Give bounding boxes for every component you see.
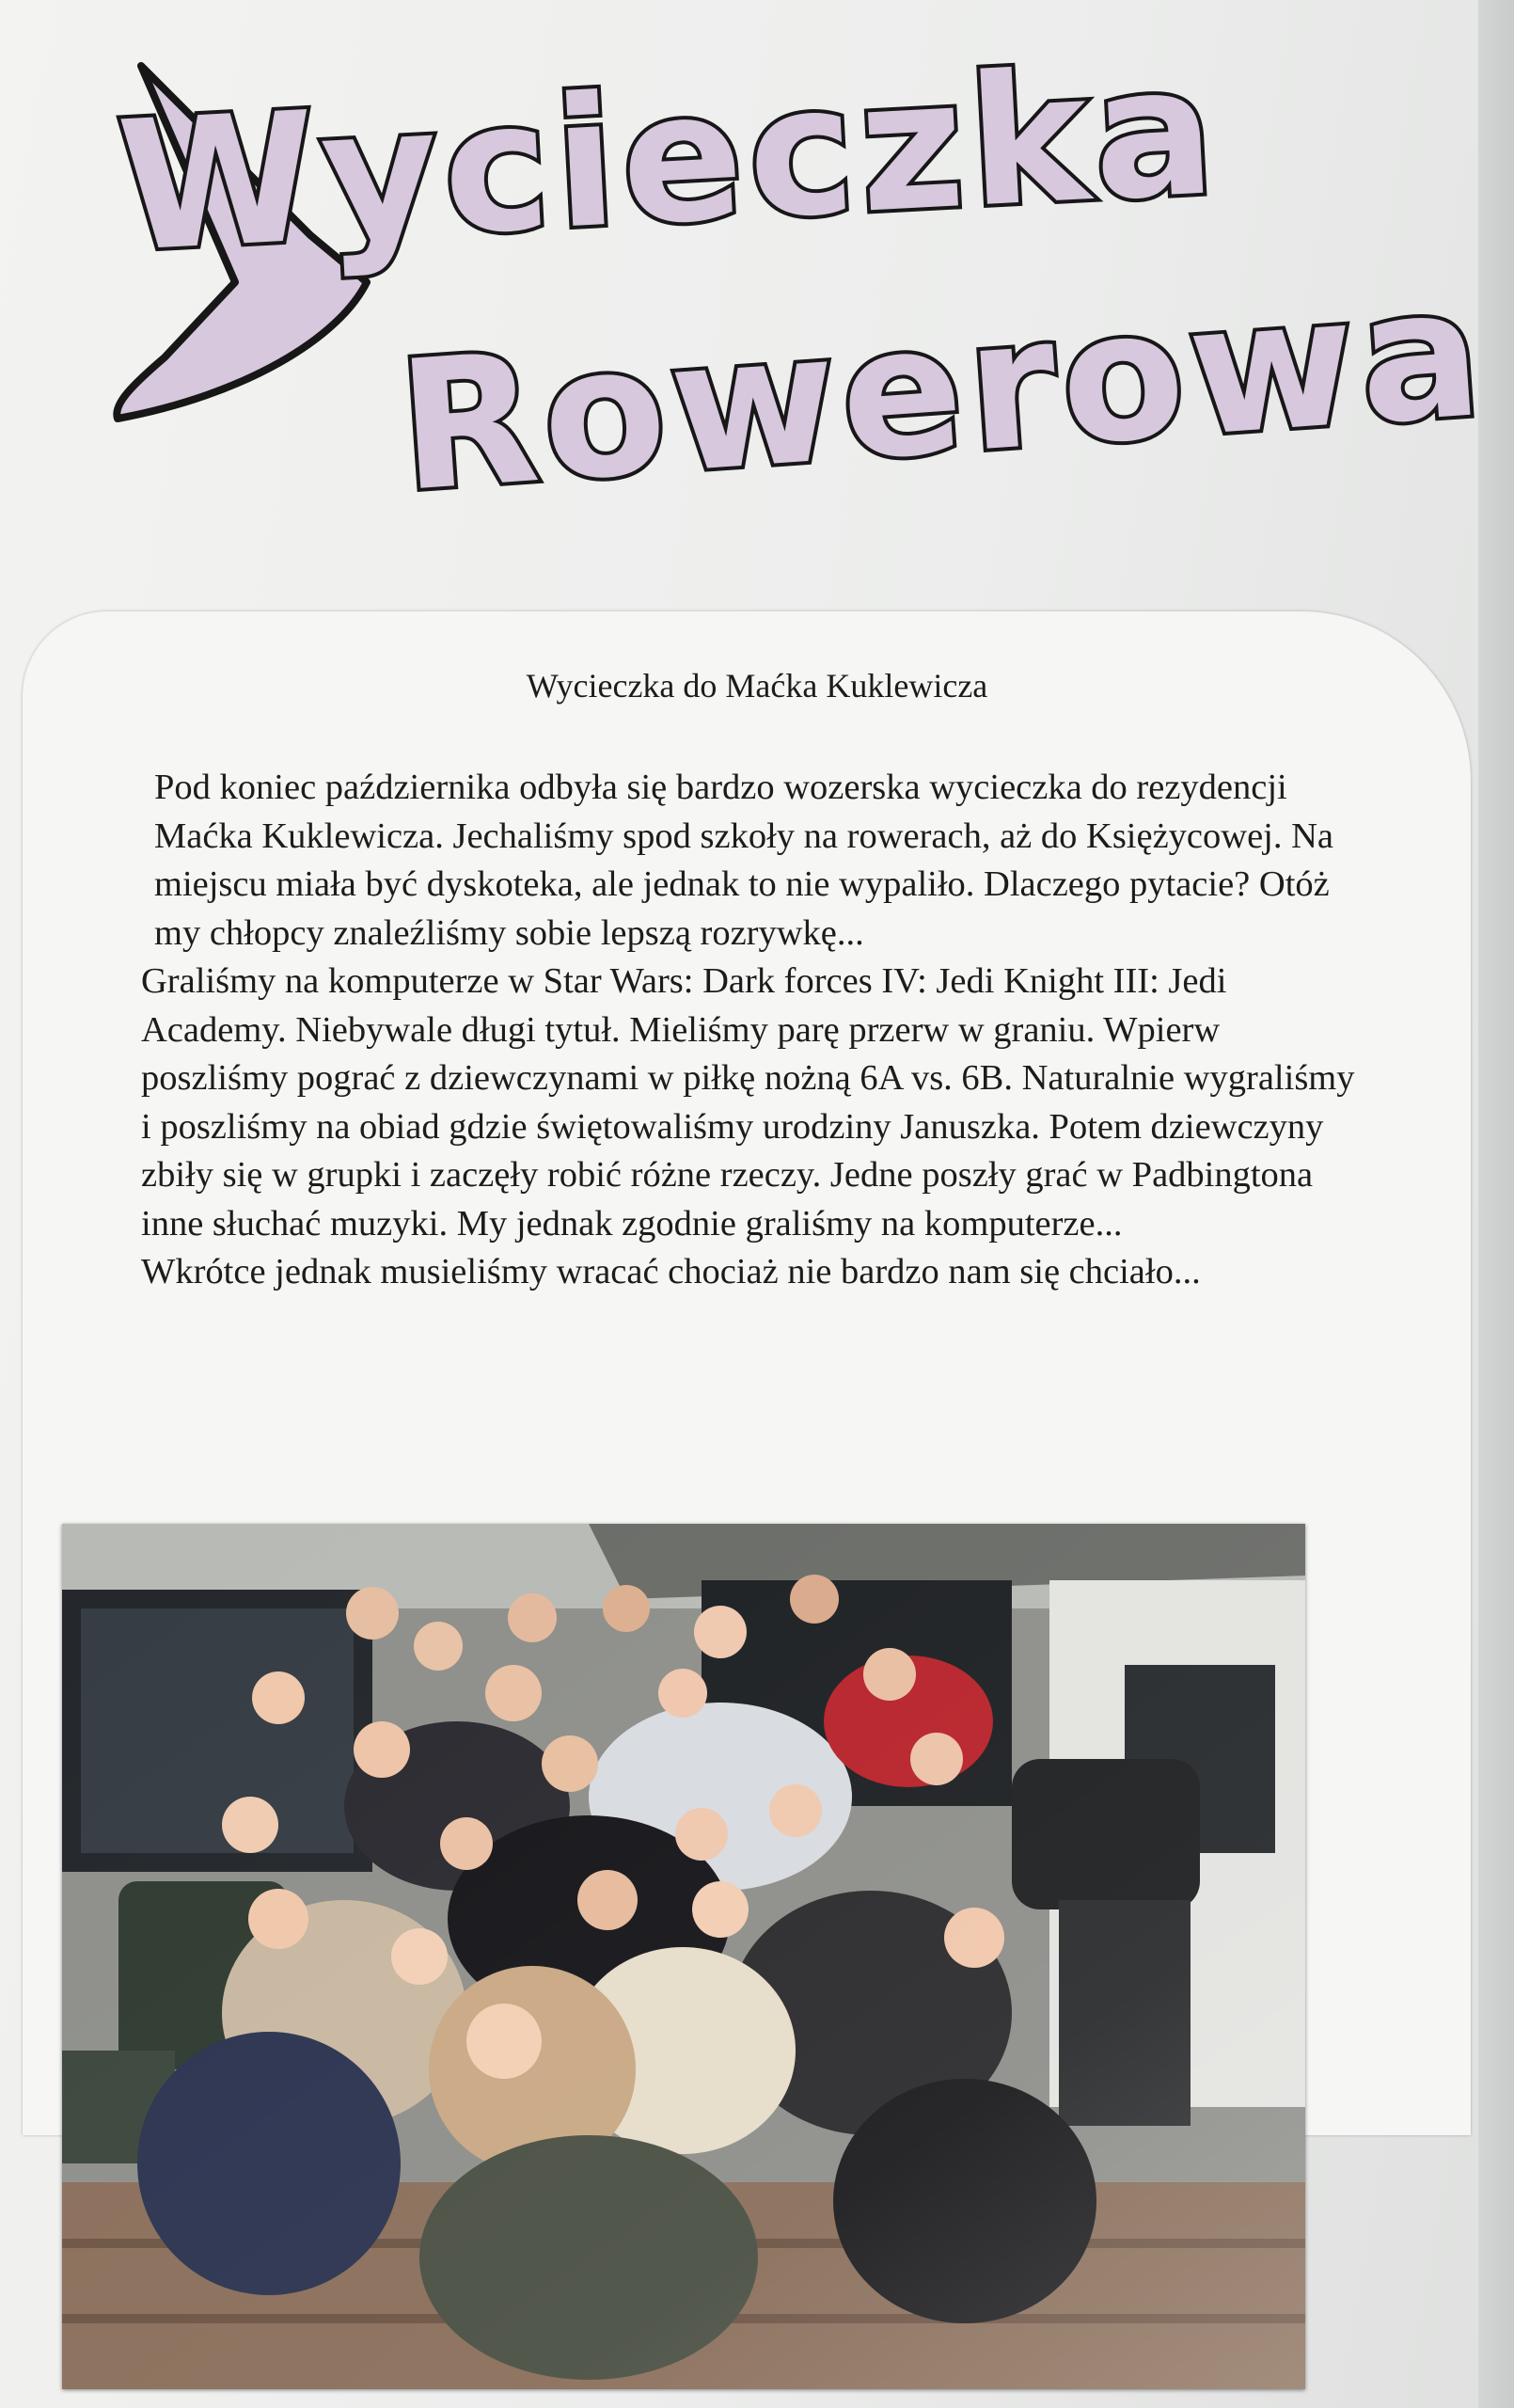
group-photo (62, 1524, 1305, 2389)
title-line-1: Wycieczka (113, 25, 1225, 292)
article-paragraph: Graliśmy na komputerze w Star Wars: Dark forces IV: Jedi Knight III: Jedi Academy. Niebywale długi tytuł. Mieliśmy parę przerw w graniu. Wpierw poszliśmy pograć z dziewczynami w piłkę nożną 6A vs. 6B. Naturalnie wygraliśmy i poszliśmy na obiad gdzie świętowaliśmy urodziny Januszka. Potem dziewczyny zbiły się w grupki i zaczęły robić różne rzeczy. Jedne poszły grać w Padbingtona inne słuchać muzyki. My jednak zgodnie graliśmy na komputerze... (141, 961, 1355, 1244)
title-line-2: Rowerowa (392, 247, 1493, 531)
article-title: Wycieczka do Maćka Kuklewicza (526, 667, 988, 705)
article-body (141, 764, 1364, 1297)
hand-drawn-title (0, 0, 1514, 602)
article-paragraph: Wkrótce jednak musieliśmy wracać chociaż nie bardzo nam się chciało... (141, 1252, 1201, 1291)
article-paragraph: Pod koniec października odbyła się bardzo wozerska wycieczka do rezydencji Maćka Kuklewicza. Jechaliśmy spod szkoły na rowerach, aż do Księżycowej. Na miejscu miała być dyskoteka, ale jednak to nie wypaliło. Dlaczego pytacie? Otóż my chłopcy znaleźliśmy sobie lepszą rozrywkę... (154, 768, 1333, 953)
